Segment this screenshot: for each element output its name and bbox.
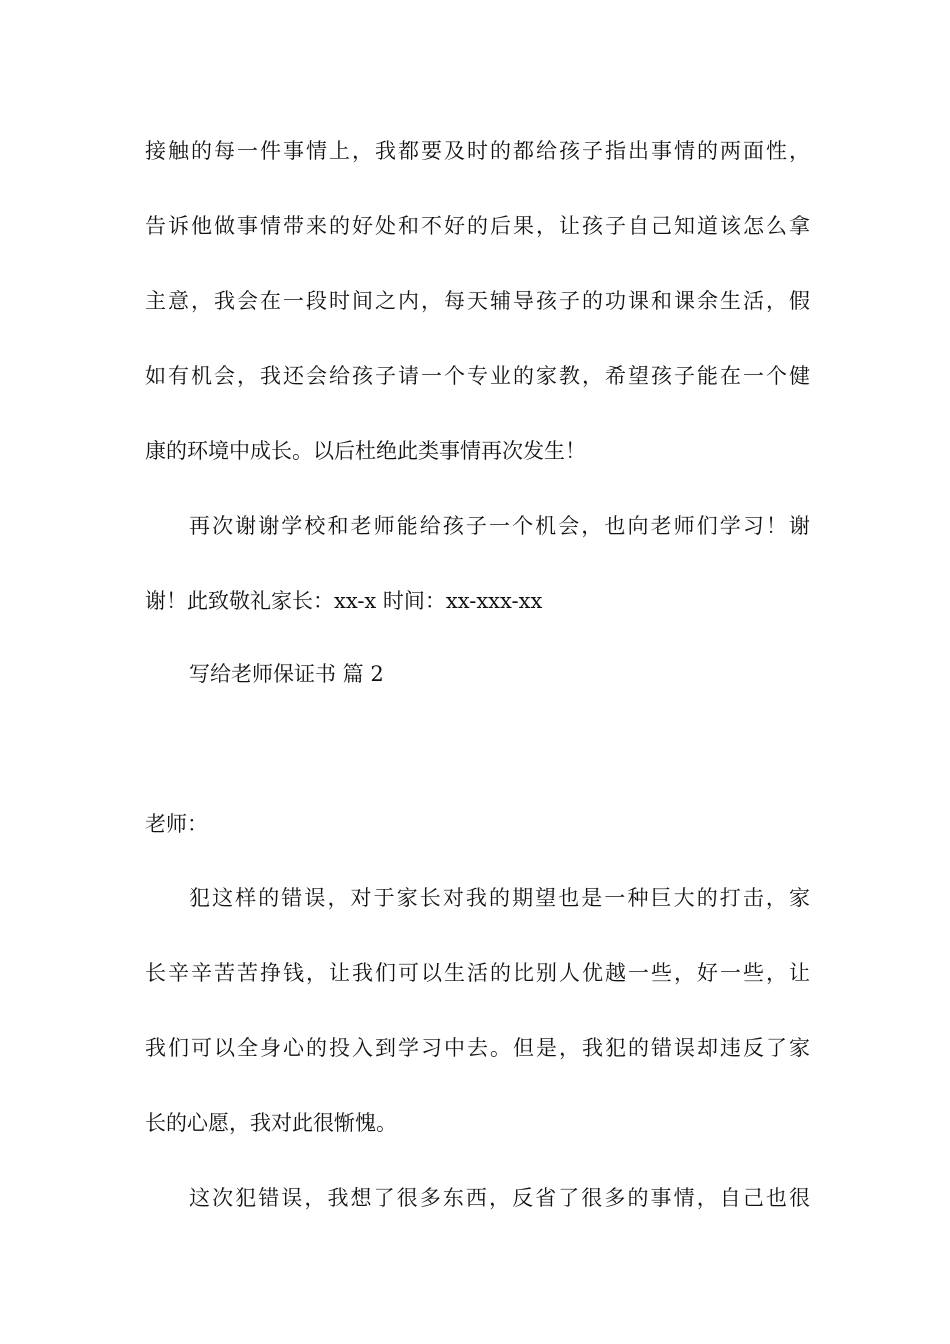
paragraph-line: 长的心愿，我对此很惭愧。 xyxy=(145,1111,397,1135)
paragraph-line: 长辛辛苦苦挣钱，让我们可以生活的比别人优越一些，好一些，让 xyxy=(145,961,810,985)
signature-line: 谢！此致敬礼家长：xx-x 时间：xx-xxx-xx xyxy=(145,589,543,613)
salutation: 老师： xyxy=(145,812,208,836)
paragraph-line: 接触的每一件事情上，我都要及时的都给孩子指出事情的两面性， xyxy=(145,139,810,163)
paragraph-line: 我们可以全身心的投入到学习中去。但是，我犯的错误却违反了家 xyxy=(145,1036,810,1060)
paragraph-line: 再次谢谢学校和老师能给孩子一个机会，也向老师们学习！谢 xyxy=(189,514,810,538)
paragraph-line: 犯这样的错误，对于家长对我的期望也是一种巨大的打击，家 xyxy=(189,886,810,910)
paragraph-line: 主意，我会在一段时间之内，每天辅导孩子的功课和课余生活，假 xyxy=(145,289,810,313)
paragraph-line: 这次犯错误，我想了很多东西，反省了很多的事情，自己也很 xyxy=(189,1186,810,1210)
paragraph-line: 如有机会，我还会给孩子请一个专业的家教，希望孩子能在一个健 xyxy=(145,364,810,388)
section-heading: 写给老师保证书 篇 2 xyxy=(189,662,384,686)
paragraph-line: 康的环境中成长。以后杜绝此类事情再次发生！ xyxy=(145,439,586,463)
paragraph-line: 告诉他做事情带来的好处和不好的后果，让孩子自己知道该怎么拿 xyxy=(145,214,810,238)
